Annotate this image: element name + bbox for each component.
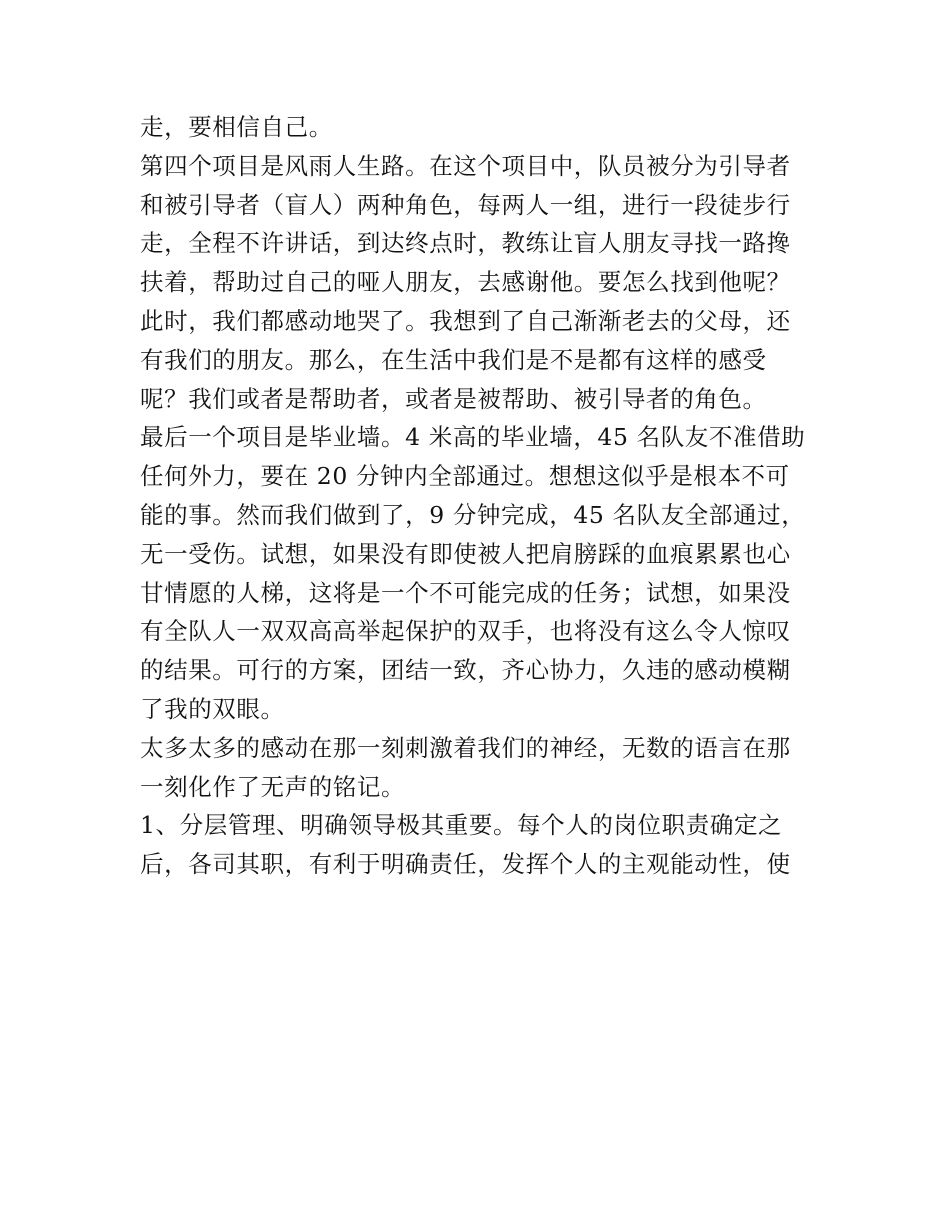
text-line: 后，各司其职，有利于明确责任，发挥个人的主观能动性，使	[140, 850, 791, 879]
text-line: 最后一个项目是毕业墙。4 米高的毕业墙，45 名队友不准借助	[140, 423, 806, 452]
text-line: 了我的双眼。	[140, 694, 285, 723]
text-line: 此时，我们都感动地哭了。我想到了自己渐渐老去的父母，还	[140, 306, 791, 335]
text-line: 呢？我们或者是帮助者，或者是被帮助、被引导者的角色。	[140, 384, 767, 413]
text-line: 无一受伤。试想，如果没有即使被人把肩膀踩的血痕累累也心	[140, 539, 791, 568]
text-line: 甘情愿的人梯，这将是一个不可能完成的任务；试想，如果没	[140, 578, 791, 607]
text-line: 能的事。然而我们做到了，9 分钟完成，45 名队友全部通过，	[140, 500, 806, 529]
text-line: 太多太多的感动在那一刻刺激着我们的神经，无数的语言在那	[140, 733, 791, 762]
text-line: 有我们的朋友。那么，在生活中我们是不是都有这样的感受	[140, 345, 767, 374]
text-line: 的结果。可行的方案，团结一致，齐心协力，久违的感动模糊	[140, 656, 791, 685]
text-line: 一刻化作了无声的铭记。	[140, 772, 406, 801]
text-line: 任何外力，要在 20 分钟内全部通过。想想这似乎是根本不可	[140, 462, 790, 491]
text-line: 1、分层管理、明确领导极其重要。每个人的岗位职责确定之	[140, 811, 783, 840]
text-line: 第四个项目是风雨人生路。在这个项目中，队员被分为引导者	[140, 151, 791, 180]
text-line: 和被引导者（盲人）两种角色，每两人一组，进行一段徒步行	[140, 190, 791, 219]
text-line: 走，全程不许讲话，到达终点时，教练让盲人朋友寻找一路搀	[140, 229, 791, 258]
text-line: 扶着，帮助过自己的哑人朋友，去感谢他。要怎么找到他呢？	[140, 268, 791, 297]
text-line: 有全队人一双双高高举起保护的双手，也将没有这么令人惊叹	[140, 617, 791, 646]
text-line: 走，要相信自己。	[140, 113, 333, 141]
document-body	[140, 108, 820, 884]
